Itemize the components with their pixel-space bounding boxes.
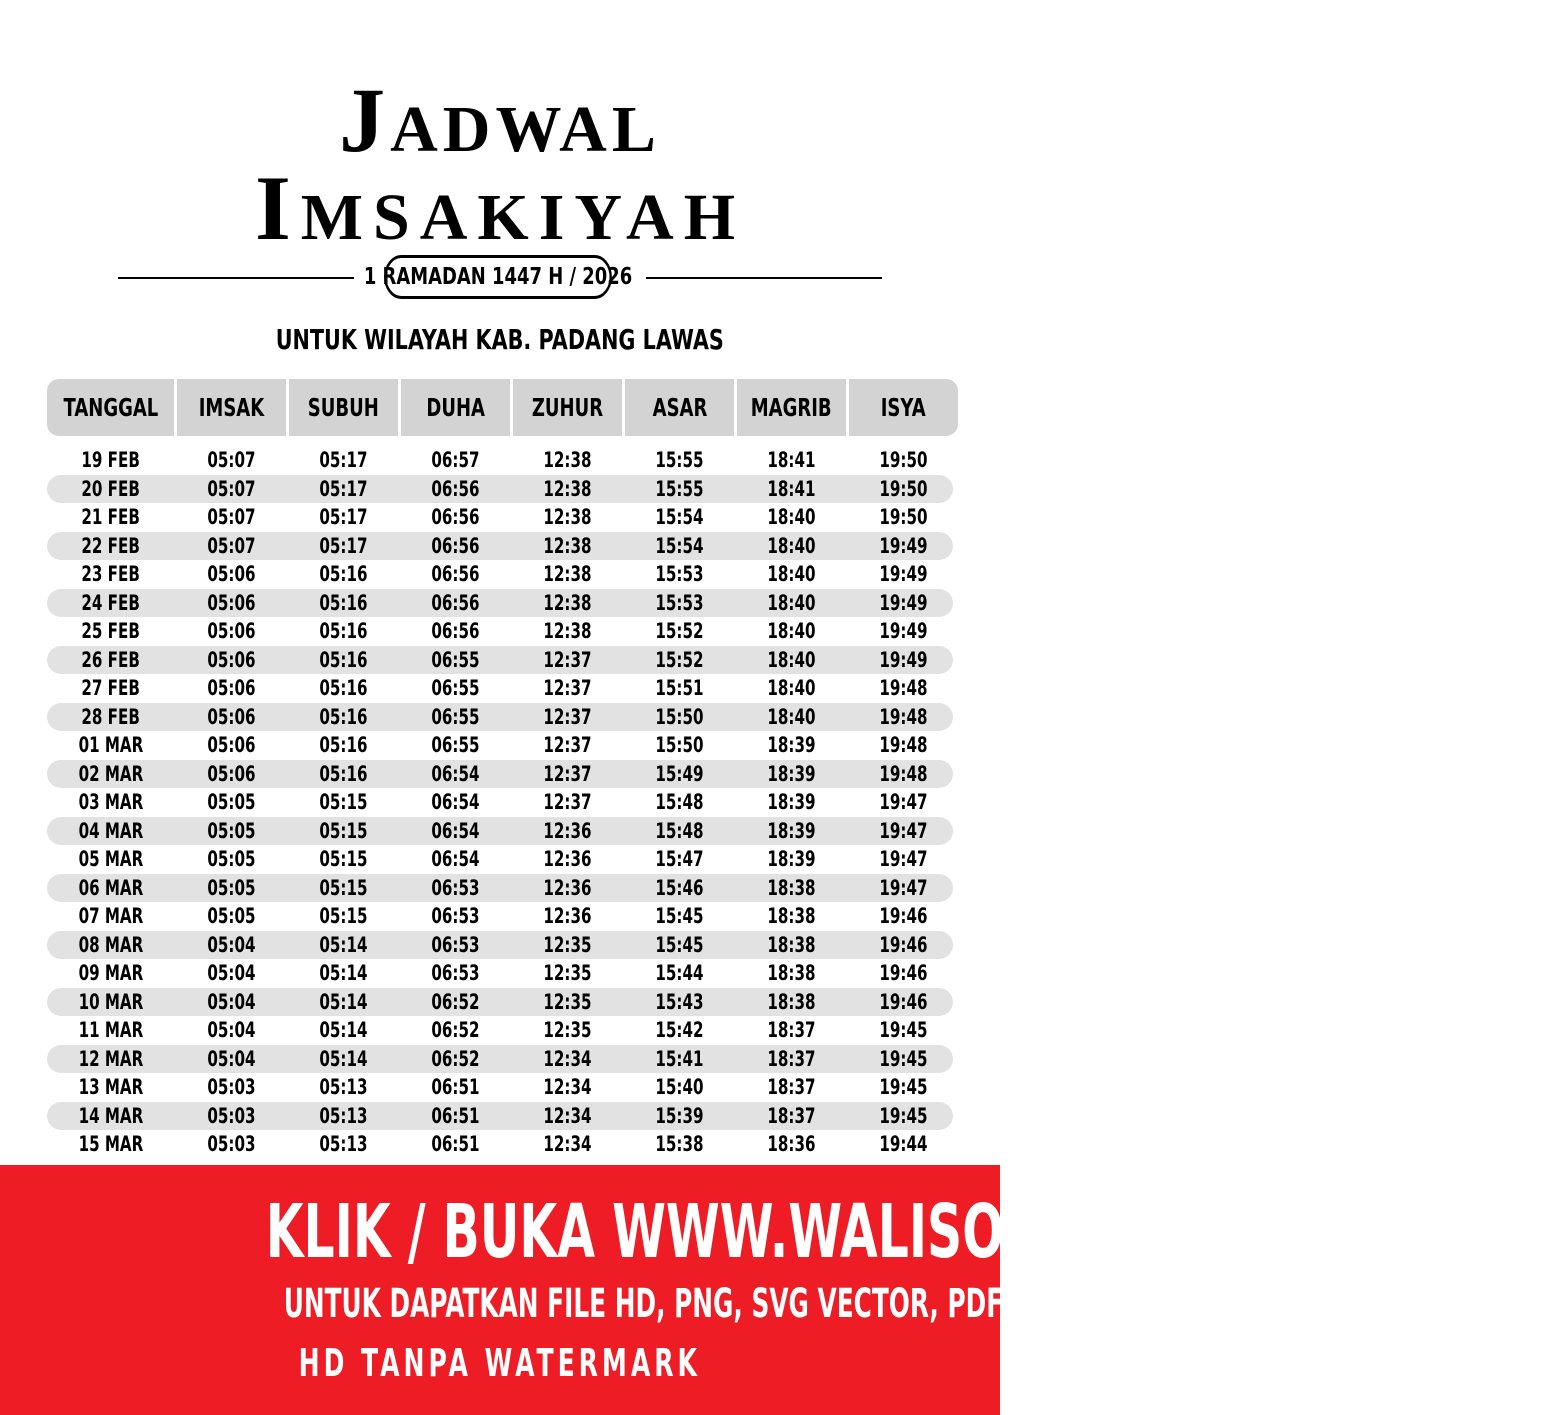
cell-asar: 15:55 [655,476,704,501]
cell-zuhur: 12:37 [543,761,592,786]
title-line-2-rest: MSAKIYAH [300,181,746,254]
cell-isya: 19:46 [879,989,928,1014]
cell-magrib: 18:39 [767,818,816,843]
cell-subuh: 05:16 [319,676,368,701]
cell-subuh: 05:14 [319,989,368,1014]
cell-date: 09 MAR [78,961,143,986]
divider-left [118,277,354,279]
cell-zuhur: 12:36 [543,875,592,900]
table-header [47,379,953,436]
cell-subuh: 05:14 [319,1046,368,1071]
cell-isya: 19:44 [879,1132,928,1157]
cell-asar: 15:54 [655,505,704,530]
cell-zuhur: 12:38 [543,448,592,473]
cell-imsak: 05:05 [207,904,256,929]
cell-date: 11 MAR [78,1018,143,1043]
cell-subuh: 05:16 [319,733,368,758]
schedule-table [47,379,953,1157]
cell-date: 10 MAR [78,989,143,1014]
cell-asar: 15:41 [655,1046,704,1071]
cell-date: 03 MAR [78,790,143,815]
cell-date: 24 FEB [81,590,140,615]
cell-duha: 06:53 [431,932,480,957]
cell-date: 04 MAR [78,818,143,843]
cell-duha: 06:51 [431,1132,480,1157]
cell-isya: 19:46 [879,961,928,986]
col-header-zuhur: ZUHUR [513,379,622,436]
cell-imsak: 05:07 [207,448,256,473]
cell-date: 22 FEB [81,533,140,558]
cell-subuh: 05:16 [319,590,368,615]
cell-imsak: 05:06 [207,619,256,644]
cell-zuhur: 12:38 [543,533,592,558]
subtitle-text: 1 RAMADAN 1447 H / 2026 [363,264,633,290]
title-line-1-initial: J [339,69,391,171]
cell-duha: 06:51 [431,1103,480,1128]
cell-subuh: 05:13 [319,1103,368,1128]
cell-duha: 06:52 [431,1046,480,1071]
cell-subuh: 05:15 [319,904,368,929]
cell-magrib: 18:38 [767,989,816,1014]
cell-zuhur: 12:35 [543,961,592,986]
cell-isya: 19:45 [879,1075,928,1100]
banner-line-1[interactable] [0,1189,1298,1275]
cell-imsak: 05:03 [207,1075,256,1100]
cell-magrib: 18:40 [767,704,816,729]
banner-url-text[interactable]: KLIK / BUKA WWW.WALISONGO.CO.ID [265,1189,1298,1275]
cell-duha: 06:55 [431,704,480,729]
cell-imsak: 05:06 [207,562,256,587]
table-row [47,874,953,903]
cell-isya: 19:49 [879,590,928,615]
table-row [47,646,953,675]
cell-imsak: 05:06 [207,733,256,758]
table-row [47,817,953,846]
cell-isya: 19:47 [879,875,928,900]
table-row [47,845,953,874]
cell-asar: 15:45 [655,932,704,957]
cell-date: 01 MAR [78,733,143,758]
cell-date: 15 MAR [78,1132,143,1157]
cell-magrib: 18:37 [767,1046,816,1071]
cell-isya: 19:50 [879,505,928,530]
cell-duha: 06:56 [431,505,480,530]
title-line-2 [0,157,1000,259]
cell-date: 05 MAR [78,847,143,872]
cell-isya: 19:48 [879,761,928,786]
cell-magrib: 18:37 [767,1103,816,1128]
banner-line-2 [0,1279,1210,1329]
cell-duha: 06:54 [431,761,480,786]
table-row [47,902,953,931]
cell-magrib: 18:37 [767,1075,816,1100]
cell-duha: 06:55 [431,733,480,758]
table-row [47,788,953,817]
cell-isya: 19:47 [879,818,928,843]
cell-isya: 19:47 [879,790,928,815]
cell-zuhur: 12:36 [543,818,592,843]
cell-zuhur: 12:35 [543,1018,592,1043]
cell-duha: 06:56 [431,533,480,558]
table-row [47,503,953,532]
cell-magrib: 18:36 [767,1132,816,1157]
cell-subuh: 05:15 [319,818,368,843]
cell-isya: 19:50 [879,476,928,501]
cell-zuhur: 12:38 [543,562,592,587]
cell-date: 27 FEB [81,676,140,701]
region-text: UNTUK WILAYAH KAB. PADANG LAWAS [275,323,725,356]
cell-duha: 06:56 [431,562,480,587]
cell-imsak: 05:05 [207,875,256,900]
cell-imsak: 05:05 [207,847,256,872]
banner-line-3 [0,1338,1000,1388]
cell-isya: 19:45 [879,1018,928,1043]
table-row [47,532,953,561]
cell-isya: 19:46 [879,932,928,957]
cell-zuhur: 12:34 [543,1075,592,1100]
cell-isya: 19:49 [879,647,928,672]
cell-asar: 15:50 [655,704,704,729]
cell-imsak: 05:04 [207,1046,256,1071]
title-line-1 [0,69,1000,171]
cell-date: 08 MAR [78,932,143,957]
cell-magrib: 18:37 [767,1018,816,1043]
col-header-asar: ASAR [625,379,734,436]
cell-subuh: 05:16 [319,562,368,587]
table-row [47,988,953,1017]
col-header-imsak: IMSAK [177,379,286,436]
table-body [47,446,953,1159]
cell-isya: 19:49 [879,619,928,644]
cell-asar: 15:43 [655,989,704,1014]
cell-subuh: 05:15 [319,790,368,815]
cell-asar: 15:45 [655,904,704,929]
cell-date: 21 FEB [81,505,140,530]
cell-imsak: 05:06 [207,676,256,701]
cell-subuh: 05:17 [319,476,368,501]
cell-imsak: 05:07 [207,533,256,558]
cell-subuh: 05:16 [319,619,368,644]
divider-right [646,277,882,279]
cell-magrib: 18:39 [767,790,816,815]
cell-imsak: 05:04 [207,932,256,957]
cell-magrib: 18:40 [767,562,816,587]
col-header-isya: ISYA [849,379,958,436]
cell-zuhur: 12:34 [543,1132,592,1157]
promo-banner[interactable] [0,1165,1298,1415]
cell-subuh: 05:16 [319,647,368,672]
cell-isya: 19:49 [879,562,928,587]
cell-magrib: 18:40 [767,590,816,615]
cell-subuh: 05:17 [319,533,368,558]
cell-zuhur: 12:35 [543,932,592,957]
cell-subuh: 05:15 [319,875,368,900]
table-row [47,617,953,646]
cell-date: 28 FEB [81,704,140,729]
cell-isya: 19:45 [879,1046,928,1071]
cell-date: 19 FEB [81,448,140,473]
cell-duha: 06:56 [431,476,480,501]
cell-duha: 06:54 [431,847,480,872]
cell-imsak: 05:03 [207,1132,256,1157]
cell-isya: 19:49 [879,533,928,558]
col-header-duha: DUHA [401,379,510,436]
cell-zuhur: 12:38 [543,476,592,501]
cell-asar: 15:53 [655,562,704,587]
cell-asar: 15:40 [655,1075,704,1100]
cell-isya: 19:45 [879,1103,928,1128]
cell-subuh: 05:13 [319,1132,368,1157]
cell-magrib: 18:41 [767,476,816,501]
cell-zuhur: 12:37 [543,676,592,701]
table-row [47,1130,953,1159]
table-row [47,446,953,475]
cell-asar: 15:46 [655,875,704,900]
cell-imsak: 05:06 [207,590,256,615]
cell-magrib: 18:40 [767,676,816,701]
cell-magrib: 18:40 [767,647,816,672]
cell-imsak: 05:06 [207,647,256,672]
cell-zuhur: 12:38 [543,590,592,615]
table-row [47,1073,953,1102]
cell-subuh: 05:16 [319,761,368,786]
cell-duha: 06:54 [431,790,480,815]
cell-date: 12 MAR [78,1046,143,1071]
cell-isya: 19:50 [879,448,928,473]
cell-asar: 15:44 [655,961,704,986]
cell-imsak: 05:07 [207,476,256,501]
cell-asar: 15:51 [655,676,704,701]
cell-magrib: 18:40 [767,533,816,558]
cell-subuh: 05:14 [319,961,368,986]
cell-zuhur: 12:37 [543,790,592,815]
cell-asar: 15:52 [655,647,704,672]
cell-magrib: 18:39 [767,733,816,758]
cell-duha: 06:57 [431,448,480,473]
cell-zuhur: 12:36 [543,847,592,872]
cell-date: 06 MAR [78,875,143,900]
table-row [47,560,953,589]
table-row [47,703,953,732]
table-row [47,931,953,960]
cell-isya: 19:47 [879,847,928,872]
cell-duha: 06:53 [431,904,480,929]
cell-magrib: 18:40 [767,619,816,644]
cell-magrib: 18:40 [767,505,816,530]
banner-formats-text: UNTUK DAPATKAN FILE HD, PNG, SVG VECTOR, PDF, WORD, EXCEL [283,1281,1210,1327]
cell-asar: 15:55 [655,448,704,473]
cell-imsak: 05:06 [207,761,256,786]
cell-magrib: 18:38 [767,932,816,957]
cell-isya: 19:48 [879,733,928,758]
cell-zuhur: 12:38 [543,619,592,644]
cell-zuhur: 12:34 [543,1103,592,1128]
table-row [47,731,953,760]
cell-zuhur: 12:37 [543,647,592,672]
cell-magrib: 18:41 [767,448,816,473]
cell-asar: 15:52 [655,619,704,644]
cell-magrib: 18:39 [767,847,816,872]
cell-imsak: 05:04 [207,961,256,986]
cell-duha: 06:55 [431,676,480,701]
table-row [47,1045,953,1074]
cell-subuh: 05:15 [319,847,368,872]
table-row [47,674,953,703]
cell-zuhur: 12:38 [543,505,592,530]
cell-zuhur: 12:35 [543,989,592,1014]
cell-subuh: 05:13 [319,1075,368,1100]
title-line-1-rest: ADWAL [390,93,661,166]
cell-subuh: 05:17 [319,448,368,473]
cell-date: 02 MAR [78,761,143,786]
cell-magrib: 18:38 [767,961,816,986]
subtitle-badge [363,255,633,299]
cell-zuhur: 12:37 [543,733,592,758]
cell-duha: 06:52 [431,1018,480,1043]
cell-asar: 15:50 [655,733,704,758]
cell-asar: 15:47 [655,847,704,872]
cell-asar: 15:53 [655,590,704,615]
cell-zuhur: 12:37 [543,704,592,729]
cell-imsak: 05:04 [207,989,256,1014]
col-header-subuh: SUBUH [289,379,398,436]
cell-asar: 15:54 [655,533,704,558]
region-label [0,322,1000,358]
cell-date: 14 MAR [78,1103,143,1128]
cell-magrib: 18:38 [767,875,816,900]
cell-duha: 06:51 [431,1075,480,1100]
cell-magrib: 18:39 [767,761,816,786]
cell-duha: 06:54 [431,818,480,843]
cell-asar: 15:42 [655,1018,704,1043]
col-header-magrib: MAGRIB [737,379,846,436]
table-row [47,959,953,988]
banner-watermark-text: HD TANPA WATERMARK [298,1341,702,1385]
cell-duha: 06:56 [431,619,480,644]
cell-duha: 06:53 [431,961,480,986]
cell-imsak: 05:05 [207,818,256,843]
table-row [47,475,953,504]
title-line-2-initial: I [254,157,301,259]
cell-subuh: 05:14 [319,1018,368,1043]
table-row [47,1102,953,1131]
col-header-tanggal: TANGGAL [47,379,174,436]
cell-isya: 19:48 [879,704,928,729]
cell-subuh: 05:14 [319,932,368,957]
cell-date: 25 FEB [81,619,140,644]
cell-date: 20 FEB [81,476,140,501]
cell-zuhur: 12:34 [543,1046,592,1071]
cell-isya: 19:48 [879,676,928,701]
cell-imsak: 05:06 [207,704,256,729]
table-row [47,1016,953,1045]
table-row [47,589,953,618]
cell-duha: 06:53 [431,875,480,900]
cell-asar: 15:48 [655,790,704,815]
cell-imsak: 05:04 [207,1018,256,1043]
cell-duha: 06:52 [431,989,480,1014]
cell-duha: 06:56 [431,590,480,615]
cell-subuh: 05:16 [319,704,368,729]
table-row [47,760,953,789]
cell-imsak: 05:05 [207,790,256,815]
cell-imsak: 05:03 [207,1103,256,1128]
cell-date: 23 FEB [81,562,140,587]
cell-duha: 06:55 [431,647,480,672]
cell-asar: 15:49 [655,761,704,786]
cell-asar: 15:38 [655,1132,704,1157]
cell-date: 07 MAR [78,904,143,929]
cell-asar: 15:48 [655,818,704,843]
cell-magrib: 18:38 [767,904,816,929]
cell-subuh: 05:17 [319,505,368,530]
cell-asar: 15:39 [655,1103,704,1128]
cell-zuhur: 12:36 [543,904,592,929]
cell-date: 26 FEB [81,647,140,672]
cell-date: 13 MAR [78,1075,143,1100]
cell-isya: 19:46 [879,904,928,929]
cell-imsak: 05:07 [207,505,256,530]
